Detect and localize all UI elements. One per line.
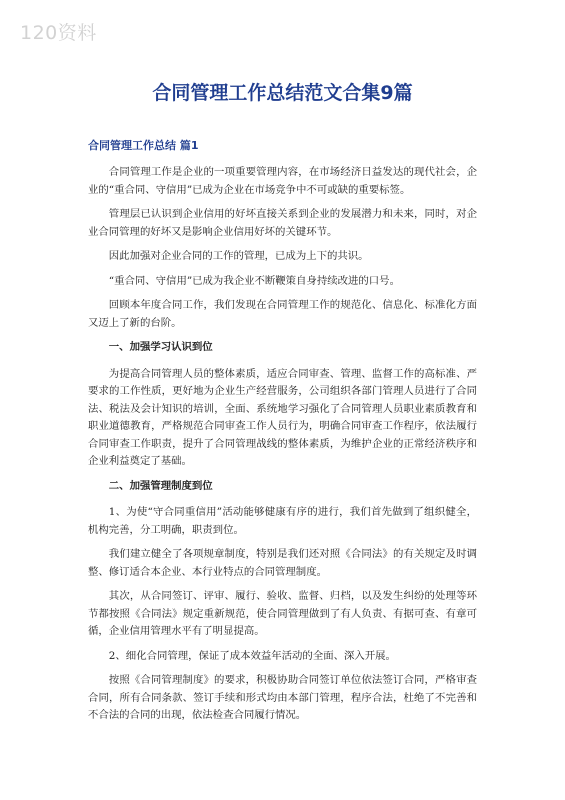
paragraph: 管理层已认识到企业信用的好坏直接关系到企业的发展潜力和未来，同时，对企业合同管理的好坏又是影响企业信用好坏的关键环节。 [88, 208, 477, 238]
paragraph: 合同管理工作是企业的一项重要管理内容，在市场经济日益发达的现代社会，企业的“重合同、守信用”已成为企业在市场竞争中不可或缺的重要标签。 [88, 166, 477, 196]
paragraph: 为提高合同管理人员的整体素质，适应合同审查、管理、监督工作的高标准、严要求的工作性质，更好地为企业生产经营服务，公司组织各部门管理人员进行了合同法、税法及会计知识的培训，全面、系统地学习强化了合同管理人员职业素质教育和职业道德教育，严格规范合同审查工作人员行为，明确合同审查工作程序，依法履行合同审查工作职责，提升了合同管理战线的整体素质，为维护企业的正常经济秩序和企业利益奠定了基础。 [88, 367, 477, 467]
section-heading-1: 一、加强学习认识到位 [108, 341, 213, 353]
document-title: 合同管理工作总结范文合集9篇 [152, 82, 413, 104]
document-body [88, 164, 477, 732]
paragraph: 按照《合同管理制度》的要求，积极协助合同签订单位依法签订合同，严格审查合同，所有合同条款、签订手续和形式均由本部门管理，程序合法，杜绝了不完善和不合法的合同的出现，依法检查合同履行情况。 [88, 674, 477, 721]
paragraph: 因此加强对企业合同的工作的管理，已成为上下的共识。 [108, 250, 369, 262]
section-heading-2: 二、加强管理制度到位 [108, 479, 213, 492]
paragraph: 其次，从合同签订、评审、履行、验收、监督、归档，以及发生纠纷的处理等环节都按照《合同法》规定重新规范，使合同管理做到了有人负责、有据可查、有章可循，企业信用管理水平有了明显提高。 [88, 590, 477, 637]
paragraph: 2、细化合同管理，保证了成本效益年活动的全面、深入开展。 [108, 649, 396, 662]
watermark: 120资料 [20, 22, 97, 44]
paragraph: 回顾本年度合同工作，我们发现在合同管理工作的规范化、信息化、标准化方面又迈上了新的台阶。 [88, 299, 477, 329]
paragraph: 1、为使“守合同重信用”活动能够健康有序的进行，我们首先做到了组织健全，机构完善，分工明确，职责到位。 [88, 506, 477, 536]
paragraph: “重合同、守信用”已成为我企业不断鞭策自身持续改进的口号。 [108, 274, 400, 287]
section-title: 合同管理工作总结 篇1 [88, 139, 199, 152]
paragraph: 我们建立健全了各项规章制度，特别是我们还对照《合同法》的有关规定及时调整、修订适合本企业、本行业特点的合同管理制度。 [88, 548, 477, 578]
